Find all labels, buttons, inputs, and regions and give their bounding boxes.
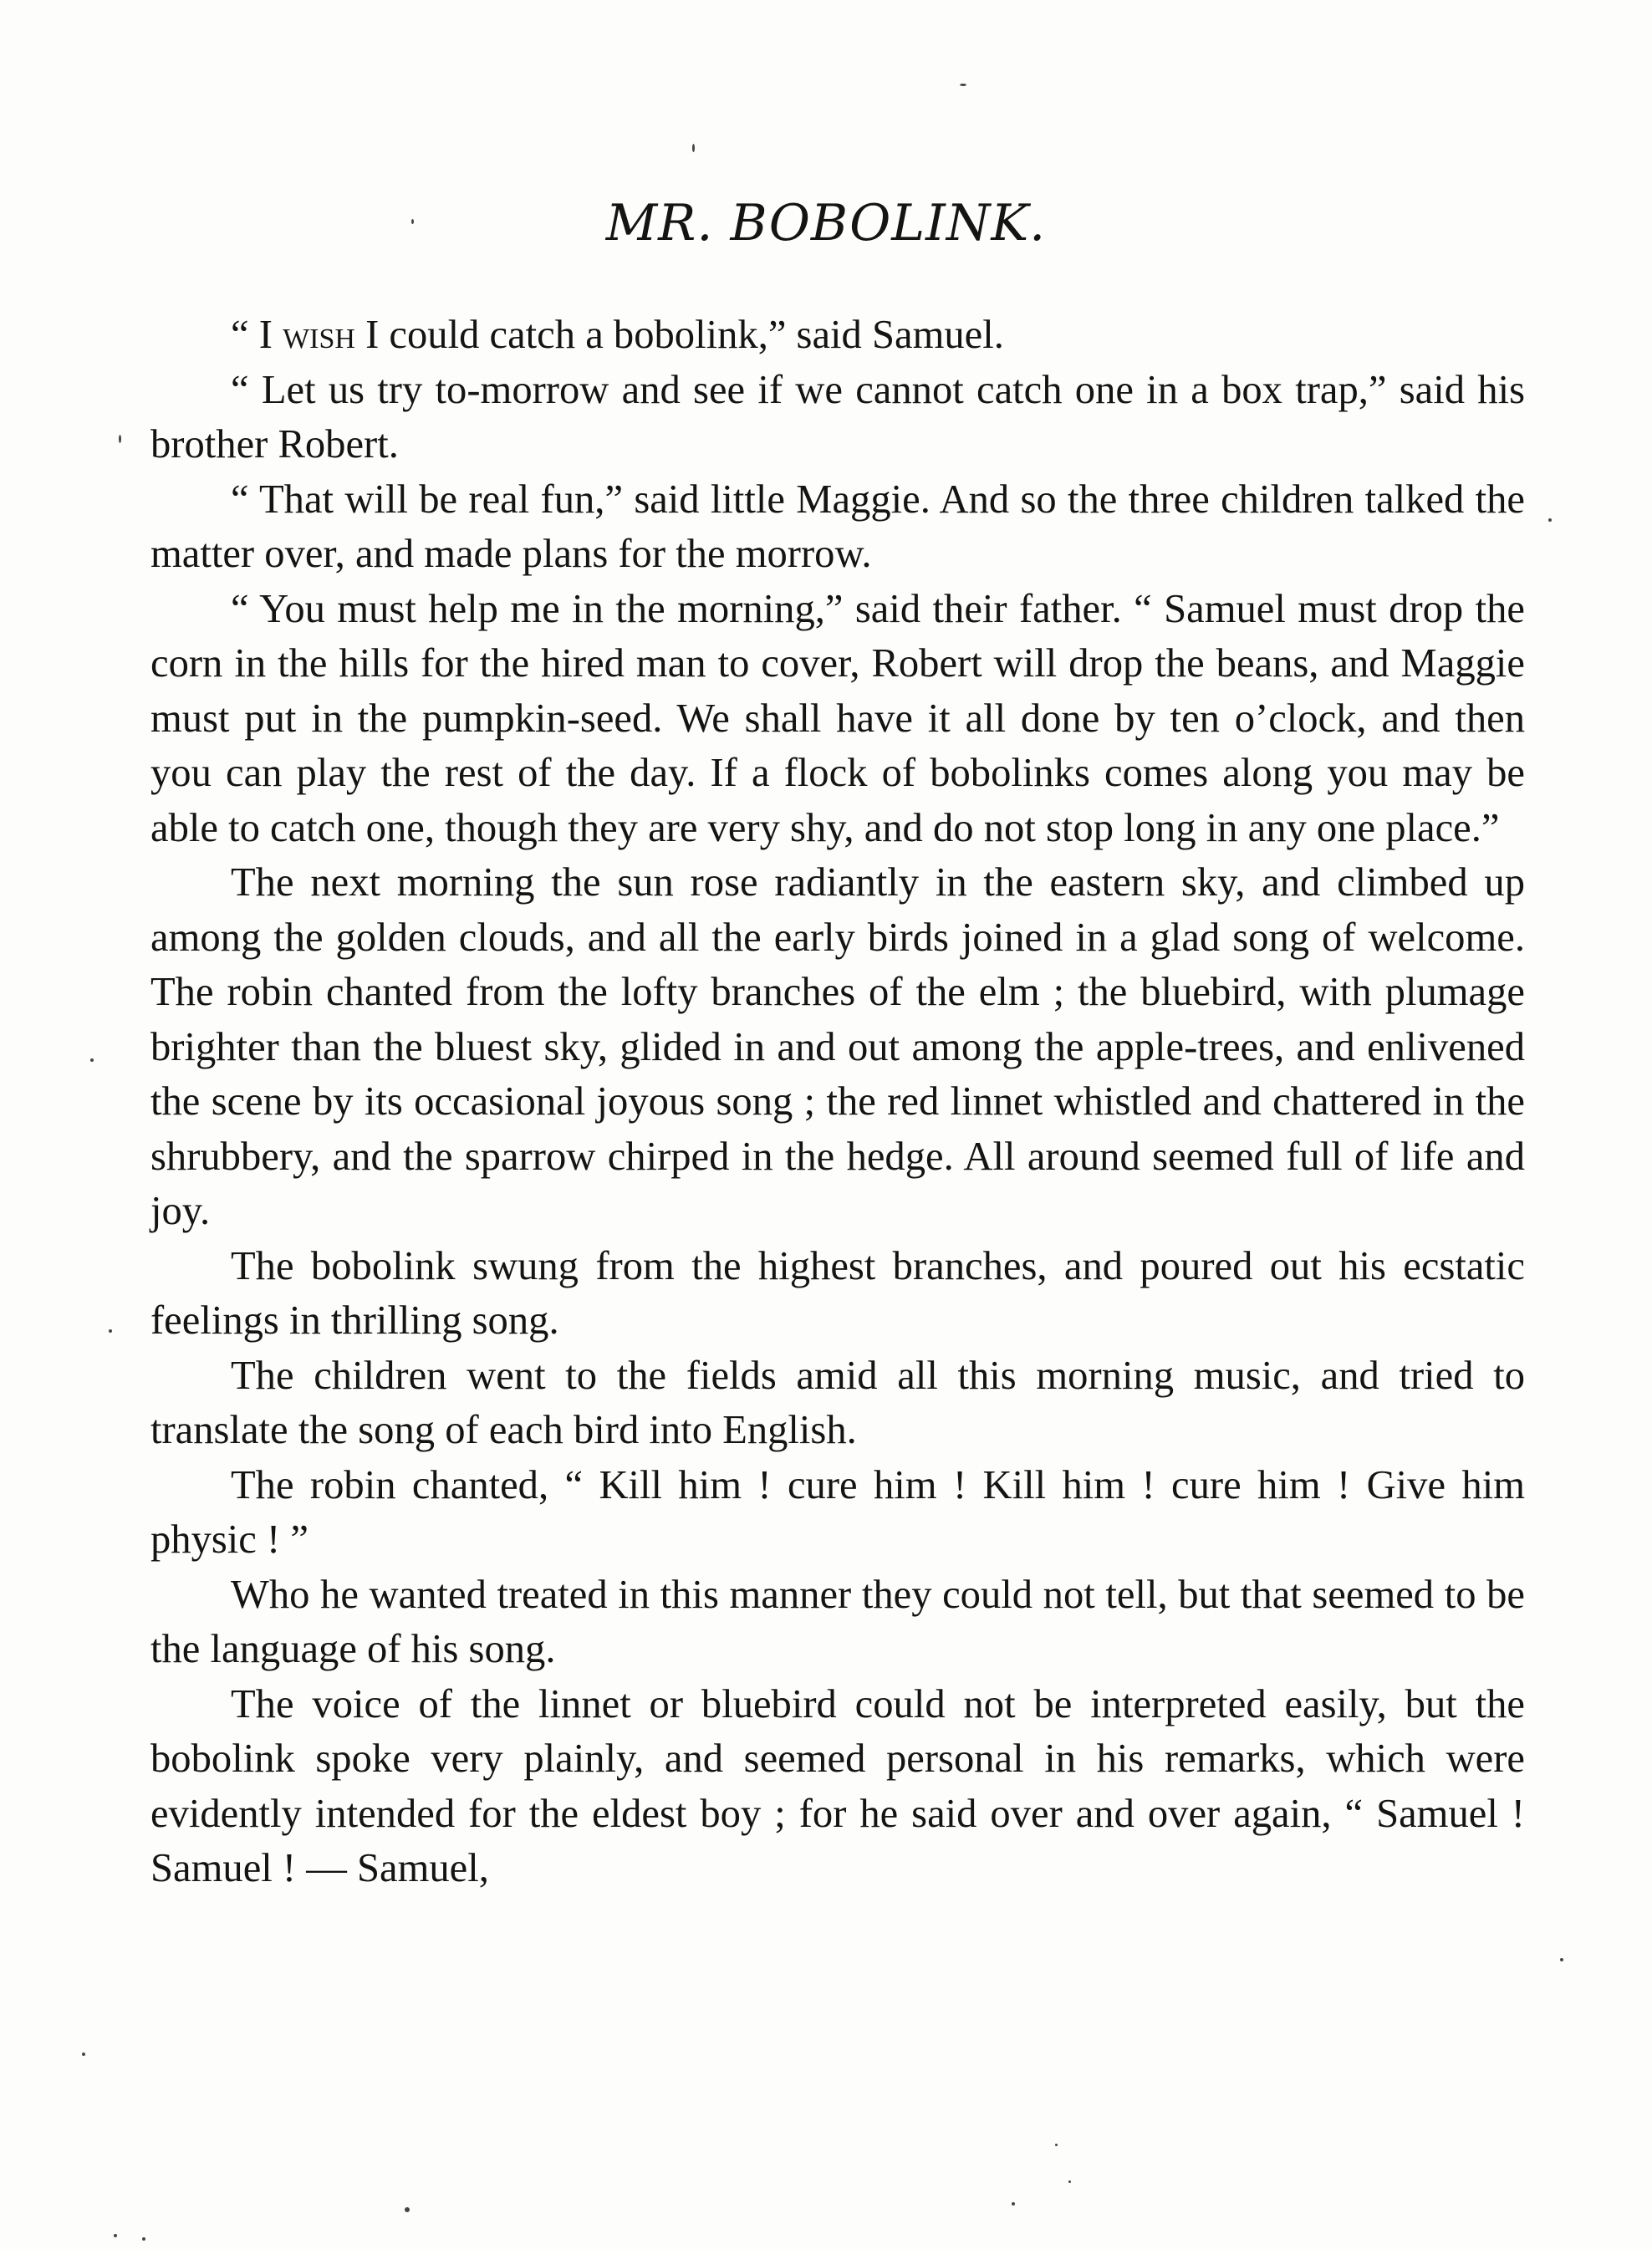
dust-speck — [142, 2237, 145, 2241]
dust-speck — [114, 2234, 117, 2237]
dust-speck — [1560, 1958, 1563, 1961]
body-text — [150, 308, 1525, 1896]
dust-speck — [1068, 2180, 1071, 2183]
paragraph: The robin chanted, “ Kill him ! cure him ! Kill him ! cure him ! Give him physic ! ” — [150, 1461, 1525, 1562]
paragraph: The children went to the fields amid all this morning music, and tried to translate the song of each bird into English. — [150, 1352, 1525, 1452]
dust-speck — [1012, 2202, 1015, 2206]
paragraph: “ Let us try to-morrow and see if we cannot catch one in a box trap,” said his brother Robert. — [150, 366, 1525, 467]
dust-speck — [109, 1329, 112, 1333]
chapter-title: MR. BOBOLINK. — [605, 194, 1047, 252]
dust-speck — [411, 219, 414, 224]
paragraph: The next morning the sun rose radiantly in the eastern sky, and climbed up among the golden clouds, and all the early birds joined in a glad song of welcome. The robin chanted from the lofty branches of the elm ; the bluebird, with plumage brighter than the bluest sky, glided in and out among the apple-trees, and enlivened the scene by its occasional joyous song ; the red linnet whistled and chattered in the shrubbery, and the sparrow chirped in the hedge. All around seemed full of life and joy. — [150, 859, 1525, 1233]
paragraph: Who he wanted treated in this manner they could not tell, but that seemed to be the language of his song. — [150, 1571, 1525, 1671]
dust-speck — [960, 84, 966, 86]
dust-speck — [90, 1058, 94, 1062]
dust-speck — [692, 144, 695, 152]
dust-speck — [1548, 518, 1552, 522]
paragraph: “ You must help me in the morning,” said their father. “ Samuel must drop the corn in the hills for the hired man to cover, Robert will drop the beans, and Maggie must put in the pumpkin-seed. We shall have it all done by ten o’clock, and then you can play the rest of the day. If a flock of bobolinks comes along you may be able to catch one, though they are very shy, and do not stop long in any one place.” — [150, 585, 1525, 850]
dust-speck — [405, 2207, 410, 2212]
dust-speck — [119, 435, 121, 443]
paragraph: “ I wish I could catch a bobolink,” said Samuel. — [231, 312, 1004, 357]
dust-speck — [1055, 2144, 1058, 2146]
paragraph: The bobolink swung from the highest branches, and poured out his ecstatic feelings in thrilling song. — [150, 1242, 1525, 1343]
paragraph: The voice of the linnet or bluebird could not be interpreted easily, but the bobolink spoke very plainly, and seemed personal in his remarks, which were evidently intended for the eldest boy ; for he said over and over again, “ Samuel ! Samuel ! — Samuel, — [150, 1680, 1525, 1890]
small-caps-word: wish — [283, 312, 355, 357]
paragraph: “ That will be real fun,” said little Maggie. And so the three children talked the matter over, and made plans for the morrow. — [150, 476, 1525, 576]
dust-speck — [82, 2053, 85, 2056]
